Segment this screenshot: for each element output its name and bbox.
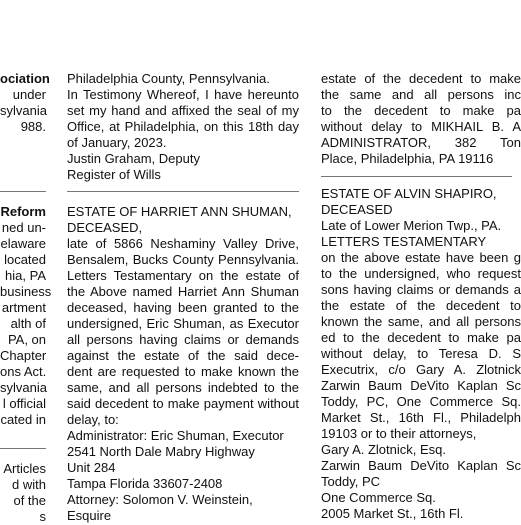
- estate-notice-line: on the above estate have been g: [321, 250, 521, 265]
- column-divider-rule: [0, 448, 46, 449]
- legal-text-line: Justin Graham, Deputy: [67, 151, 200, 166]
- estate-notice-line: same, and all persons indebted to the: [67, 380, 299, 395]
- clipped-text-line: l official: [2, 396, 46, 411]
- clipped-text-line: cated in: [0, 412, 46, 427]
- estate-notice-line: 2541 North Dale Mabry Highway: [67, 444, 255, 459]
- estate-notice-line: Bensalem, Bucks County Pennsylvania.: [67, 252, 299, 267]
- estate-notice-line: 19103 or to their attorneys,: [321, 426, 477, 441]
- clipped-text-line: located: [4, 252, 46, 267]
- legal-text-line: without delay to MIKHAIL B. A: [321, 119, 521, 134]
- estate-notice-line: ed to the decedent to make pa: [321, 330, 521, 345]
- estate-notice-line: without delay, to Teresa D. S: [321, 346, 521, 361]
- estate-notice-line: Toddy, PC, One Commerce Sq.: [321, 394, 521, 409]
- estate-notice-line: Tampa Florida 33607-2408: [67, 476, 223, 491]
- estate-notice-line: sons having claims or demands a: [321, 282, 521, 297]
- clipped-text-line: ociation: [0, 71, 50, 86]
- clipped-text-line: Reform: [0, 204, 46, 219]
- clipped-text-line: elaware: [0, 236, 46, 251]
- legal-text-line: estate of the decedent to make: [321, 71, 521, 86]
- clipped-text-line: under: [12, 87, 46, 102]
- clipped-text-line: Chapter: [0, 348, 47, 363]
- right-column: [321, 0, 521, 521]
- clipped-text-line: s: [39, 509, 46, 524]
- clipped-text-line: ons Act.: [0, 364, 47, 379]
- estate-notice-line: late of 5866 Neshaminy Valley Drive,: [67, 236, 299, 251]
- estate-notice-line: deceased, having been granted to the: [67, 300, 299, 315]
- estate-notice-line: Unit 284: [67, 460, 116, 475]
- estate-notice-line: Late of Lower Merion Twp., PA.: [321, 218, 502, 233]
- estate-notice-line: all persons having claims or demands: [67, 332, 299, 347]
- estate-notice-line: the estate of the decedent to: [321, 298, 521, 313]
- legal-text-line: ADMINISTRATOR, 382 Ton: [321, 135, 521, 150]
- estate-notice-line: Market St., 16th Fl., Philadelph: [321, 410, 521, 425]
- estate-notice-line: Zarwin Baum DeVito Kaplan Sc: [321, 378, 521, 393]
- legal-text-line: Place, Philadelphia, PA 19116: [321, 151, 494, 166]
- estate-notice-line: dent are requested to make known the: [67, 364, 299, 379]
- clipped-text-line: of the: [13, 493, 46, 508]
- legal-text-line: set my hand and affixed the seal of my: [67, 103, 299, 118]
- estate-notice-line: delay, to:: [67, 412, 119, 427]
- estate-notice-line: undersigned, Eric Shuman, as Executor: [67, 316, 299, 331]
- estate-notice-line: known the same, and all persons: [321, 314, 521, 329]
- legal-text-line: of January, 2023.: [67, 135, 167, 150]
- middle-column: [67, 0, 301, 523]
- clipped-text-line: artment: [1, 300, 46, 315]
- clipped-text-line: hia, PA: [5, 268, 46, 283]
- estate-notice-line: to the undersigned, who request: [321, 266, 521, 281]
- estate-notice-line: against the estate of the said dece-: [67, 348, 299, 363]
- clipped-text-line: PA, on: [7, 332, 46, 347]
- legal-text-line: Philadelphia County, Pennsylvania.: [67, 71, 270, 86]
- estate-notice-line: LETTERS TESTAMENTARY: [321, 234, 487, 249]
- clipped-text-line: Articles: [3, 461, 46, 476]
- estate-notice-line: DECEASED: [321, 202, 393, 217]
- estate-notice-line: DECEASED,: [67, 220, 143, 235]
- estate-notice-line: said decedent to make payment without: [67, 396, 299, 411]
- legal-text-line: Office, at Philadelphia, on this 18th day: [67, 119, 299, 134]
- estate-notice-line: Toddy, PC: [321, 474, 381, 489]
- legal-text-line: In Testimony Whereof, I have hereunto: [67, 87, 299, 102]
- estate-notice-line: ESTATE OF HARRIET ANN SHUMAN,: [67, 204, 292, 219]
- clipped-text-line: 988.: [20, 119, 46, 134]
- estate-notice-line: Esquire: [67, 508, 112, 523]
- clipped-text-line: sylvania: [0, 103, 47, 118]
- legal-text-line: to the decedent to make pa: [321, 103, 521, 118]
- clipped-text-line: ned un-: [1, 220, 46, 235]
- section-divider-rule: [67, 191, 299, 192]
- estate-notice-line: Executrix, c/o Gary A. Zlotnick: [321, 362, 521, 377]
- section-divider-rule: [321, 176, 512, 177]
- left-column: [0, 0, 52, 524]
- legal-text-line: Register of Wills: [67, 167, 161, 182]
- estate-notice-line: the Above named Harriet Ann Shuman: [67, 284, 299, 299]
- estate-notice-line: 2005 Market St., 16th Fl.: [321, 506, 464, 521]
- estate-notice-line: Attorney: Solomon V. Weinstein,: [67, 492, 253, 507]
- clipped-text-line: d with: [12, 477, 46, 492]
- legal-text-line: the same and all persons inc: [321, 87, 521, 102]
- column-divider-rule: [0, 191, 46, 192]
- estate-notice-line: Administrator: Eric Shuman, Executor: [67, 428, 284, 443]
- estate-notice-line: One Commerce Sq.: [321, 490, 436, 505]
- clipped-text-line: business: [0, 284, 52, 299]
- estate-notice-line: Letters Testamentary on the estate of: [67, 268, 299, 283]
- estate-notice-line: ESTATE OF ALVIN SHAPIRO,: [321, 186, 497, 201]
- clipped-text-line: sylvania: [0, 380, 47, 395]
- estate-notice-line: Zarwin Baum DeVito Kaplan Sc: [321, 458, 521, 473]
- clipped-text-line: alth of: [10, 316, 46, 331]
- estate-notice-line: Gary A. Zlotnick, Esq.: [321, 442, 446, 457]
